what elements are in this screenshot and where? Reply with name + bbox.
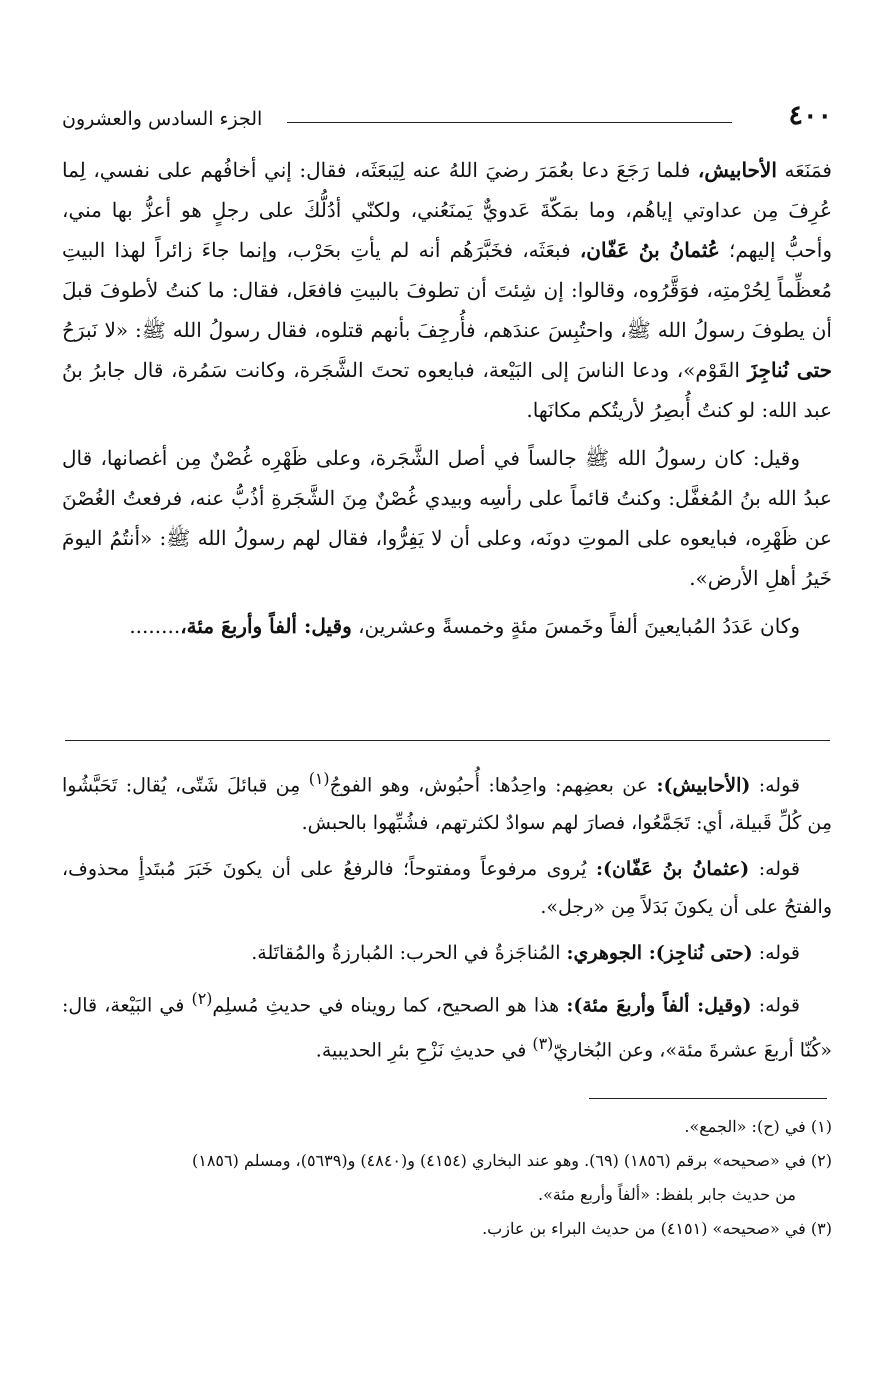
- text-segment: فلما رَجَعَ دعا بعُمَرَ رضيَ اللهُ عنه لِيَبعَثَه، فقال: إني أخافُهم على نفسي، لِما عُرِفَ مِن عداوتي إياهُم، وما بمَكّةَ عَدويٌّ يَمنَعُني، ولكنّي أدُلُّكَ على رجلٍ هو أعزُّ بها مني، وأحبُّ إليهم؛: [62, 158, 832, 262]
- text-segment: مِن قبائلَ شَتّى، يُقال: تَحَبَّشُوا مِن كُلِّ قَبيلة، أي: تَجَمَّعُوا، فصارَ لهم سوادٌ لكثرتهم، فشُبِّهوا بالحبش.: [62, 774, 832, 835]
- text-segment: في حديثِ نَزْحِ بئرِ الحديبية.: [315, 1038, 533, 1061]
- text-segment: فبعَثَه، فخَبَّرَهُم أنه لم يأتِ بحَرْب، وإنما جاءَ زائراً لهذا البيتِ مُعظِّماً لِحُرْمتِه، فوَقَّرُوه، وقالوا: إن شِئتَ أن تطوفَ بالبيتِ فافعَل، فقال: ما كنتُ لأطوفَ قبلَ أن يطوفَ رسولُ الله ﷺ، واحتُبِسَ عندَهم، فأُرجِفَ بأنهم قتلوه، فقال رسولُ الله ﷺ: «لا نَبرَحُ: [62, 238, 832, 342]
- running-header: [62, 98, 832, 138]
- header-rule: [287, 122, 732, 123]
- bold-term: حتى نُناجِزَ: [747, 358, 833, 382]
- main-paragraph: [62, 150, 832, 430]
- bold-term: (الأحابيش):: [656, 774, 751, 797]
- text-segment: في البَيْعة، قال: «كُنّا أربعَ عشرةَ مئة»، وعن البُخاريّ: [62, 994, 832, 1061]
- text-segment: المُناجَزةُ في الحرب: المُبارزةُ والمُقاتَلة.: [251, 942, 567, 965]
- main-paragraph: [62, 438, 832, 598]
- commentary-paragraph: [62, 934, 832, 972]
- text-segment: قوله:: [751, 994, 800, 1017]
- footnote: (٣) في «صحيحه» (٤١٥١) من حديث البراء بن عازب.: [482, 1219, 832, 1238]
- page-number: ٤٠٠: [788, 100, 832, 131]
- text-segment: قوله:: [752, 942, 800, 965]
- running-title: الجزء السادس والعشرون: [62, 108, 263, 130]
- footnote-ref: (٢): [191, 989, 213, 1009]
- footnotes: [62, 1112, 832, 1248]
- bold-term: وقيل: ألفاً وأربعَ مئة،: [180, 614, 352, 638]
- main-text: [62, 150, 832, 654]
- text-segment: القَوْم»، ودعا الناسَ إلى البَيْعة، فبايعوه تحتَ الشَّجَرة، وكانت سَمُرة، قال جابرُ بنُ عبد الله: لو كنتُ أُبصِرُ لأريتُكم مكانَها.: [62, 358, 832, 422]
- text-segment: عن بعضِهم: واحِدُها: أُحبُوش، وهو الفوجُ: [329, 774, 657, 797]
- bold-term: (حتى نُناجِز): الجوهري:: [566, 942, 753, 965]
- text-segment: هذا هو الصحيح، كما رويناه في حديثِ مُسلِم: [212, 994, 567, 1017]
- bold-term: الأحابيش،: [697, 158, 777, 182]
- text-segment: وكان عَدَدُ المُبايعينَ ألفاً وخَمسَ مئةٍ وخمسةً وعشرين،: [351, 614, 800, 638]
- text-segment: ........: [129, 614, 181, 638]
- commentary-section: [62, 760, 832, 1077]
- bold-term: عُثمانُ بنُ عَفّان،: [579, 238, 720, 262]
- text-segment: قوله:: [750, 774, 800, 797]
- footnote: (١) في (ح): «الجمع».: [684, 1117, 832, 1136]
- section-divider: [65, 740, 830, 741]
- text-segment: يُروى مرفوعاً ومفتوحاً؛ فالرفعُ على أن يكونَ خَبَرَ مُبتَدأٍ محذوف، والفتحُ على أن يكونَ بَدَلاً مِن «رجل».: [62, 858, 832, 919]
- commentary-paragraph: [62, 760, 832, 842]
- commentary-paragraph: [62, 850, 832, 926]
- footnote-continuation: من حديث جابر بلفظ: «ألفاً وأربع مئة».: [538, 1185, 796, 1204]
- footnote-ref: (١): [308, 769, 330, 788]
- footnote: (٢) في «صحيحه» برقم (١٨٥٦) (٦٩). وهو عند البخاري (٤١٥٤) و(٤٨٤٠) و(٥٦٣٩)، ومسلم (١٨٥٦): [191, 1151, 832, 1170]
- bold-term: (عثمانُ بنُ عَفّان):: [595, 858, 750, 881]
- text-segment: وقيل: كان رسولُ الله ﷺ جالساً في أصل الشَّجَرة، وعلى ظَهْرِه غُصْنٌ مِن أغصانها، قال عبدُ الله بنُ المُغفَّل: وكنتُ قائماً على رأسِه وبيدي غُصْنٌ مِنَ الشَّجَرةِ أذُبُّ عنه، فرفعتُ الغُصْنَ عن ظَهْرِه، فبايعوه على الموتِ دونَه، وعلى أن لا يَفِرُّوا، فقال لهم رسولُ الله ﷺ: «أنتُمُ اليومَ خَيرُ أهلِ الأرض».: [62, 446, 832, 590]
- footnote-rule: [589, 1098, 827, 1099]
- bold-term: (وقيل: ألفاً وأربعَ مئة):: [566, 994, 752, 1017]
- text-segment: قوله:: [749, 858, 800, 881]
- commentary-paragraph: [62, 980, 832, 1069]
- footnote-ref: (٣): [532, 1033, 554, 1053]
- text-segment: فمَنَعَه: [776, 158, 832, 182]
- main-paragraph: [62, 606, 832, 646]
